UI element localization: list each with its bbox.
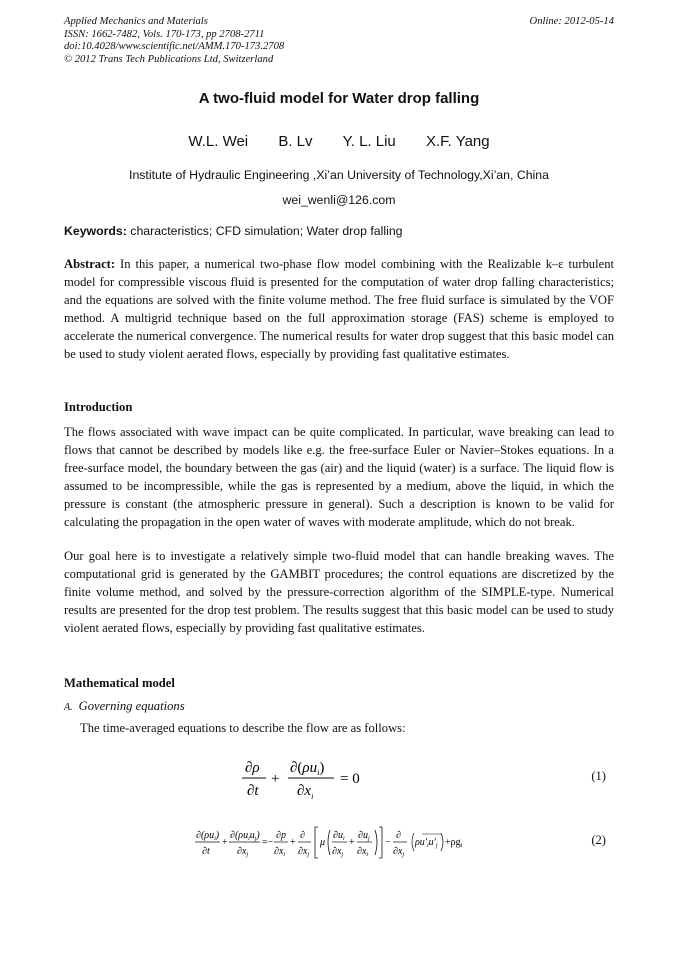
svg-text:∂(ρuiuj): $\partial(\rho u_iu_j)$ xyxy=(230,830,260,842)
svg-text:∂(ρui): $\partial(\rho u_i)$ xyxy=(196,830,220,842)
author-name: W.L. Wei xyxy=(188,133,249,150)
affiliation: Institute of Hydraulic Engineering ,Xi’an University of Technology,Xi’an, China xyxy=(129,168,549,182)
subsection-heading xyxy=(64,699,185,714)
section-heading-math-model: Mathematical model xyxy=(64,676,175,690)
svg-text:ρu′iu′j: $\rho u'_iu'_j$ xyxy=(415,837,438,849)
intro-paragraph-2: Our goal here is to investigate a relatively simple two-fluid model that can handle breaking waves. The computational grid is generated by the GAMBIT procedures; the control equations are discretized by the finite volume method, and solved by the pressure-correction algorithm of the SIMPLE-type. Numerical results are presented for the drop test problem. The results suggest that this basic model can be used to study violent aerated flows, especially by providing fast qualitative estimates. xyxy=(64,549,614,635)
svg-text:= 0: = 0 xyxy=(340,771,360,787)
svg-text:∂xi: $\partial x_i$ xyxy=(357,846,369,858)
equations-intro: The time-averaged equations to describe the flow are as follows: xyxy=(80,721,406,735)
intro-paragraph-1: The flows associated with wave impact can be quite complicated. In particular, wave breaking can lead to flows that cannot be described by models like e.g. the free-surface Euler or Navier–Stokes equations. In a free-surface model, the boundary between the gas (air) and the liquid (water) is a surface. The liquid flow is assumed to be incompressible, while the gas is represented by a medium, above the liquid, in which the pressure is constant (the atmospheric pressure in general). Such a description is known to be valid for calculating the propagation in the open water of waves with moderate amplitude, which do not break. xyxy=(64,425,614,529)
svg-text:∂ui: $\partial u_i$ xyxy=(333,830,345,842)
svg-text:∂(ρui): $\partial(\rho u_i)$ xyxy=(290,760,325,777)
issn-line: ISSN: 1662-7482, Vols. 170-173, pp 2708-2711 xyxy=(64,28,265,40)
keywords-label: Keywords: xyxy=(64,224,127,238)
author-name: X.F. Yang xyxy=(425,133,490,150)
online-date: Online: 2012-05-14 xyxy=(529,16,614,27)
equation-1 xyxy=(238,755,378,801)
abstract-text: In this paper, a numerical two-phase flow model combining with the Realizable k–ε turbulent model for compressible viscous fluid is presented for the computation of water drop falling characteristics; and the equations are solved with the finite volume method. The free fluid surface is simulated by the VOF method. A multigrid technique based on the full approximation storage (FAS) scheme is employed to accelerate the numerical convergence. The numerical results for water drop suggest that this basic model can be used to study violent aerated flows, especially by providing fast qualitative estimates. xyxy=(64,257,614,361)
subsection-letter: A. xyxy=(64,702,73,713)
svg-text:+: + xyxy=(222,837,228,848)
subsection-title: Governing equations xyxy=(78,699,185,713)
keywords-text: characteristics; CFD simulation; Water drop falling xyxy=(126,224,403,238)
svg-text:∂xi: $\partial x_i$ xyxy=(297,783,314,801)
svg-text:∂t: ∂t xyxy=(247,783,259,799)
abstract xyxy=(64,255,614,363)
svg-text:∂p: ∂p xyxy=(276,830,286,841)
paper-title: A two-fluid model for Water drop falling xyxy=(198,90,480,107)
equation-2-number: (2) xyxy=(591,833,606,847)
svg-text:+: + xyxy=(271,771,280,787)
author-email: wei_wenli@126.com xyxy=(282,193,396,207)
svg-text:∂xi: $\partial x_i$ xyxy=(274,846,286,858)
author-name: Y. L. Liu xyxy=(342,133,396,150)
abstract-label: Abstract: xyxy=(64,257,116,271)
svg-text:=−: =− xyxy=(262,837,274,848)
author-name: B. Lv xyxy=(278,133,313,150)
svg-text:∂xj: $\partial x_j$ xyxy=(393,846,405,858)
svg-text:∂: ∂ xyxy=(396,830,401,841)
svg-text:μ: μ xyxy=(320,837,326,848)
equation-2 xyxy=(194,822,463,862)
svg-text:∂xj: $\partial x_j$ xyxy=(332,846,344,858)
svg-text:∂t: ∂t xyxy=(202,846,210,857)
journal-name: Applied Mechanics and Materials xyxy=(64,16,208,27)
journal-header xyxy=(64,16,614,66)
svg-text:+ρgi: $+\rho g_i$ xyxy=(445,837,463,849)
svg-text:−: − xyxy=(385,837,391,848)
keywords xyxy=(64,224,614,238)
svg-text:∂xj: $\partial x_j$ xyxy=(298,846,310,858)
svg-text:∂: ∂ xyxy=(300,830,305,841)
doi-line: doi:10.4028/www.scientific.net/AMM.170-173.2708 xyxy=(64,41,285,53)
svg-text:∂uj: $\partial u_j$ xyxy=(358,830,370,842)
svg-text:+: + xyxy=(290,837,296,848)
author-list xyxy=(0,133,678,150)
svg-text:+: + xyxy=(349,837,355,848)
svg-text:∂xj: $\partial x_j$ xyxy=(237,846,249,858)
copyright-line: © 2012 Trans Tech Publications Ltd, Switzerland xyxy=(64,53,274,65)
svg-text:∂ρ: ∂ρ xyxy=(245,760,260,776)
section-heading-introduction: Introduction xyxy=(64,400,133,414)
equation-1-number: (1) xyxy=(591,769,606,783)
